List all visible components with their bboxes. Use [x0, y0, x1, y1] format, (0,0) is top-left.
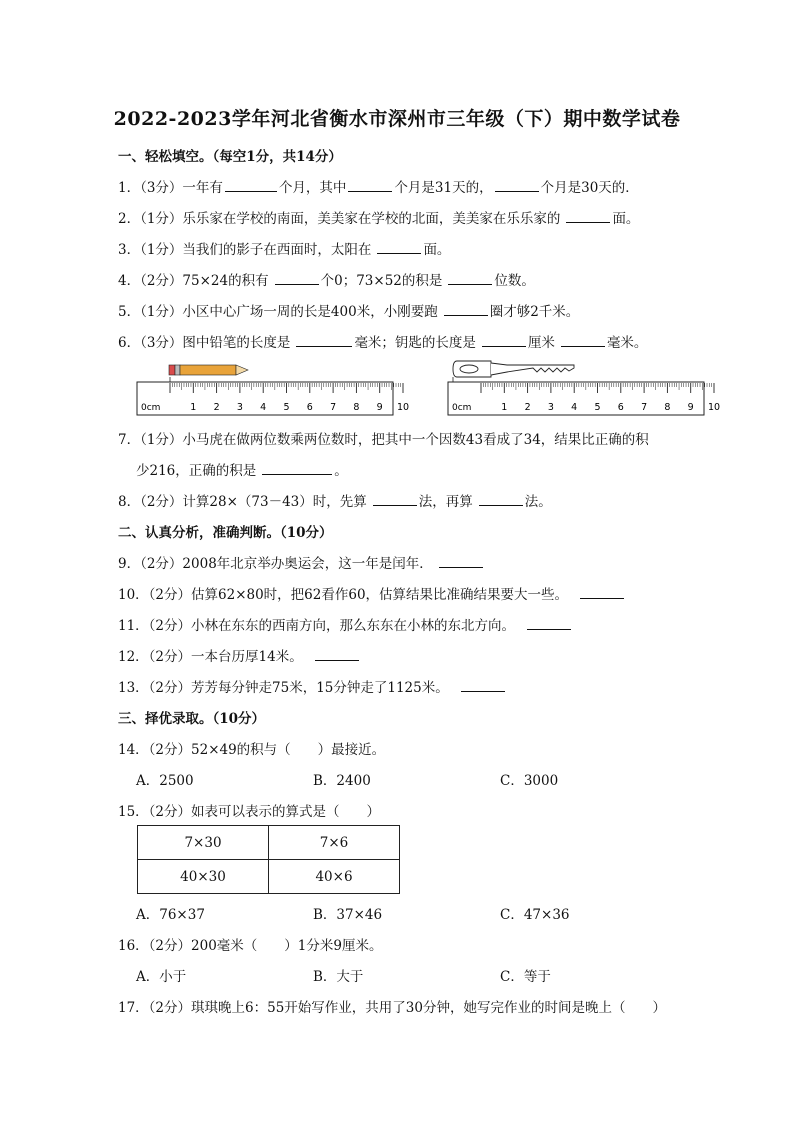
ruler-tick-label: 3 — [236, 402, 243, 413]
ruler-tick-label: 1 — [190, 402, 197, 413]
answer-blank[interactable] — [315, 647, 359, 661]
answer-blank[interactable] — [561, 333, 605, 347]
ruler-tick-label: 9 — [687, 402, 694, 413]
option-c[interactable]: C．47×36 — [500, 907, 570, 923]
option-a[interactable]: A．小于 — [136, 969, 187, 985]
ruler-tick-label: 8 — [664, 402, 671, 413]
question-2: 2．（1分）乐乐家在学校的南面，美美家在学校的北面，美美家在乐乐家的 面。 — [118, 211, 640, 227]
ruler-tick-label: 3 — [547, 402, 554, 413]
answer-blank[interactable] — [479, 492, 523, 506]
answer-blank[interactable] — [225, 178, 277, 192]
ruler-tick-label: 7 — [330, 402, 337, 413]
section-2-heading: 二、认真分析，准确判断。（10分） — [118, 525, 333, 541]
table-cell: 7×6 — [269, 826, 400, 860]
answer-blank[interactable] — [444, 302, 488, 316]
ruler-tick-label: 9 — [376, 402, 383, 413]
question-12: 12．（2分）一本台历厚14米。 — [118, 645, 361, 665]
question-9: 9．（2分）2008年北京举办奥运会，这一年是闰年． — [118, 552, 485, 572]
pencil-ruler-figure — [136, 355, 410, 417]
ruler-tick-label: 7 — [641, 402, 648, 413]
ruler-tick-label: 6 — [617, 402, 624, 413]
ruler-tick-label: 5 — [594, 402, 601, 413]
ruler-tick-label: 1 — [501, 402, 508, 413]
answer-blank[interactable] — [296, 333, 352, 347]
option-a[interactable]: A．2500 — [136, 773, 194, 789]
option-b[interactable]: B．2400 — [313, 773, 371, 789]
answer-blank[interactable] — [495, 178, 539, 192]
question-7-line-2: 少216，正确的积是 。 — [136, 463, 348, 479]
answer-blank[interactable] — [348, 178, 392, 192]
answer-blank[interactable] — [580, 585, 624, 599]
question-6: 6．（3分）图中铅笔的长度是 毫米；钥匙的长度是 厘米 毫米。 — [118, 335, 648, 351]
option-b[interactable]: B．大于 — [313, 969, 364, 985]
question-13: 13．（2分）芳芳每分钟走75米，15分钟走了1125米。 — [118, 676, 507, 696]
question-8: 8．（2分）计算28×（73－43）时，先算 法，再算 法。 — [118, 494, 552, 510]
option-b[interactable]: B．37×46 — [313, 907, 383, 923]
multiplication-table — [137, 825, 400, 894]
option-c[interactable]: C．等于 — [500, 969, 551, 985]
option-c[interactable]: C．3000 — [500, 773, 559, 789]
ruler-tick-label: 5 — [283, 402, 290, 413]
ruler-tick-label: 8 — [353, 402, 360, 413]
option-a[interactable]: A．76×37 — [136, 907, 205, 923]
question-1: 1．（3分）一年有 个月，其中 个月是31天的， 个月是30天的． — [118, 180, 639, 196]
key-icon — [453, 361, 574, 382]
table-cell: 7×30 — [138, 826, 269, 860]
answer-blank[interactable] — [377, 240, 421, 254]
table-cell: 40×30 — [138, 860, 269, 894]
answer-blank[interactable] — [262, 461, 332, 475]
key-ruler-figure — [447, 355, 721, 417]
answer-blank[interactable] — [461, 678, 505, 692]
question-7-line-1: 7．（1分）小马虎在做两位数乘两位数时，把其中一个因数43看成了34，结果比正确的积 — [118, 432, 649, 448]
ruler-tick-label: 4 — [260, 402, 267, 413]
question-16-stem: 16．（2分）200毫米（ ）1分米9厘米。 — [118, 938, 383, 954]
ruler-tick-label: 10 — [396, 402, 410, 413]
ruler-unit-label: 0cm — [141, 403, 161, 413]
exam-title: 2022-2023学年河北省衡水市深州市三年级（下）期中数学试卷 — [113, 108, 681, 130]
question-17-stem: 17．（2分）琪琪晚上6：55开始写作业，共用了30分钟，她写完作业的时间是晚上（ ） — [118, 1000, 666, 1016]
question-11: 11．（2分）小林在东东的西南方向，那么东东在小林的东北方向。 — [118, 614, 573, 634]
answer-blank[interactable] — [439, 554, 483, 568]
question-4: 4．（2分）75×24的积有 个0；73×52的积是 位数。 — [118, 273, 535, 289]
question-5: 5．（1分）小区中心广场一周的长是400米，小刚要跑 圈才够2千米。 — [118, 304, 580, 320]
section-1-heading: 一、轻松填空。（每空1分，共14分） — [118, 149, 342, 165]
answer-blank[interactable] — [275, 271, 319, 285]
ruler-tick-label: 2 — [213, 402, 220, 413]
answer-blank[interactable] — [373, 492, 417, 506]
ruler-tick-label: 6 — [306, 402, 313, 413]
answer-blank[interactable] — [566, 209, 610, 223]
question-14-stem: 14．（2分）52×49的积与（ ）最接近。 — [118, 742, 386, 758]
question-15-stem: 15．（2分）如表可以表示的算式是（ ） — [118, 804, 381, 820]
answer-blank[interactable] — [527, 616, 571, 630]
ruler-tick-label: 2 — [524, 402, 531, 413]
section-3-heading: 三、择优录取。（10分） — [118, 711, 266, 727]
pencil-icon — [169, 365, 248, 382]
ruler-tick-label: 10 — [707, 402, 721, 413]
answer-blank[interactable] — [482, 333, 526, 347]
question-3: 3．（1分）当我们的影子在西面时，太阳在 面。 — [118, 242, 451, 258]
table-cell: 40×6 — [269, 860, 400, 894]
ruler-unit-label: 0cm — [452, 403, 472, 413]
ruler-tick-label: 4 — [571, 402, 578, 413]
question-10: 10．（2分）估算62×80时，把62看作60，估算结果比准确结果要大一些。 — [118, 583, 626, 603]
answer-blank[interactable] — [448, 271, 492, 285]
